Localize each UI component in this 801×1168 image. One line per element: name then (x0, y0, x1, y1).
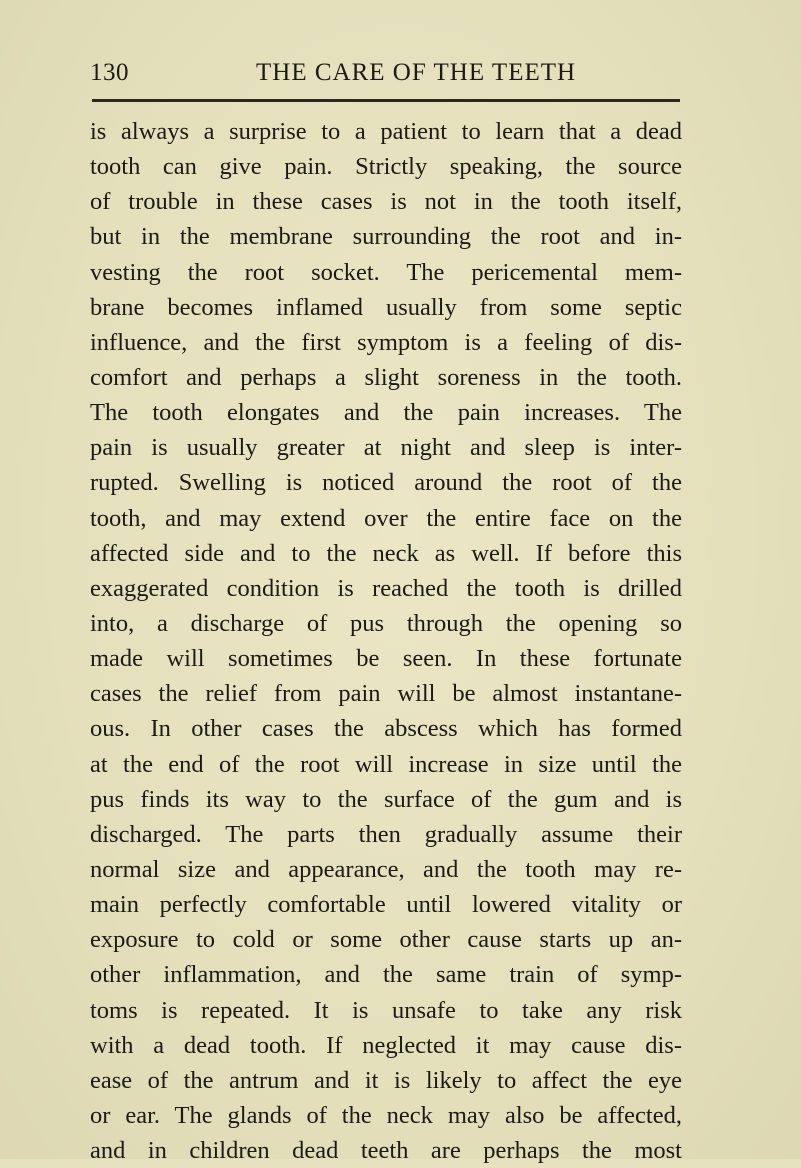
text-line: other inflammation, and the same train of symp- (90, 961, 682, 989)
text-line: tooth can give pain. Strictly speaking, the source (90, 153, 682, 181)
text-line: brane becomes inflamed usually from some septic (90, 293, 682, 321)
text-line: is always a surprise to a patient to learn that a dead (90, 118, 682, 145)
header-rule (92, 99, 680, 102)
text-line: normal size and appearance, and the tooth may re- (90, 855, 682, 883)
text-line: exaggerated condition is reached the tooth is drilled (90, 574, 682, 602)
text-line: ease of the antrum and it is likely to affect the eye (90, 1066, 682, 1094)
page-number: 130 (90, 59, 129, 86)
text-line: but in the membrane surrounding the root and in- (90, 223, 682, 251)
text-line: made will sometimes be seen. In these fortunate (90, 645, 682, 673)
text-line: toms is repeated. It is unsafe to take any risk (90, 996, 682, 1024)
text-line: ous. In other cases the abscess which has formed (90, 715, 682, 743)
text-line: influence, and the first symptom is a feeling of dis- (90, 328, 682, 356)
page-header (90, 56, 680, 90)
text-line: vesting the root socket. The pericemental mem- (90, 258, 682, 286)
text-line: pus finds its way to the surface of the gum and is (90, 785, 682, 813)
text-line: rupted. Swelling is noticed around the root of the (90, 469, 682, 497)
text-line: The tooth elongates and the pain increases. The (90, 399, 682, 427)
text-line: main perfectly comfortable until lowered vitality or (90, 891, 682, 919)
text-line: of trouble in these cases is not in the tooth itself, (90, 188, 682, 216)
body-text (90, 114, 682, 1168)
text-line: affected side and to the neck as well. If before this (90, 539, 682, 567)
text-line: and in children dead teeth are perhaps the most (90, 1137, 682, 1165)
text-line: at the end of the root will increase in size until the (90, 750, 682, 778)
text-line: pain is usually greater at night and sleep is inter- (90, 434, 682, 462)
text-line: into, a discharge of pus through the opening so (90, 609, 682, 637)
text-line: discharged. The parts then gradually assume their (90, 820, 682, 848)
text-line: exposure to cold or some other cause starts up an- (90, 926, 682, 954)
text-line: cases the relief from pain will be almost instantane- (90, 680, 682, 708)
text-line: comfort and perhaps a slight soreness in the tooth. (90, 363, 682, 391)
text-line: with a dead tooth. If neglected it may cause dis- (90, 1031, 682, 1059)
text-line: tooth, and may extend over the entire face on the (90, 504, 682, 532)
text-line: or ear. The glands of the neck may also be affected, (90, 1101, 682, 1129)
running-title: THE CARE OF THE TEETH (256, 59, 577, 86)
